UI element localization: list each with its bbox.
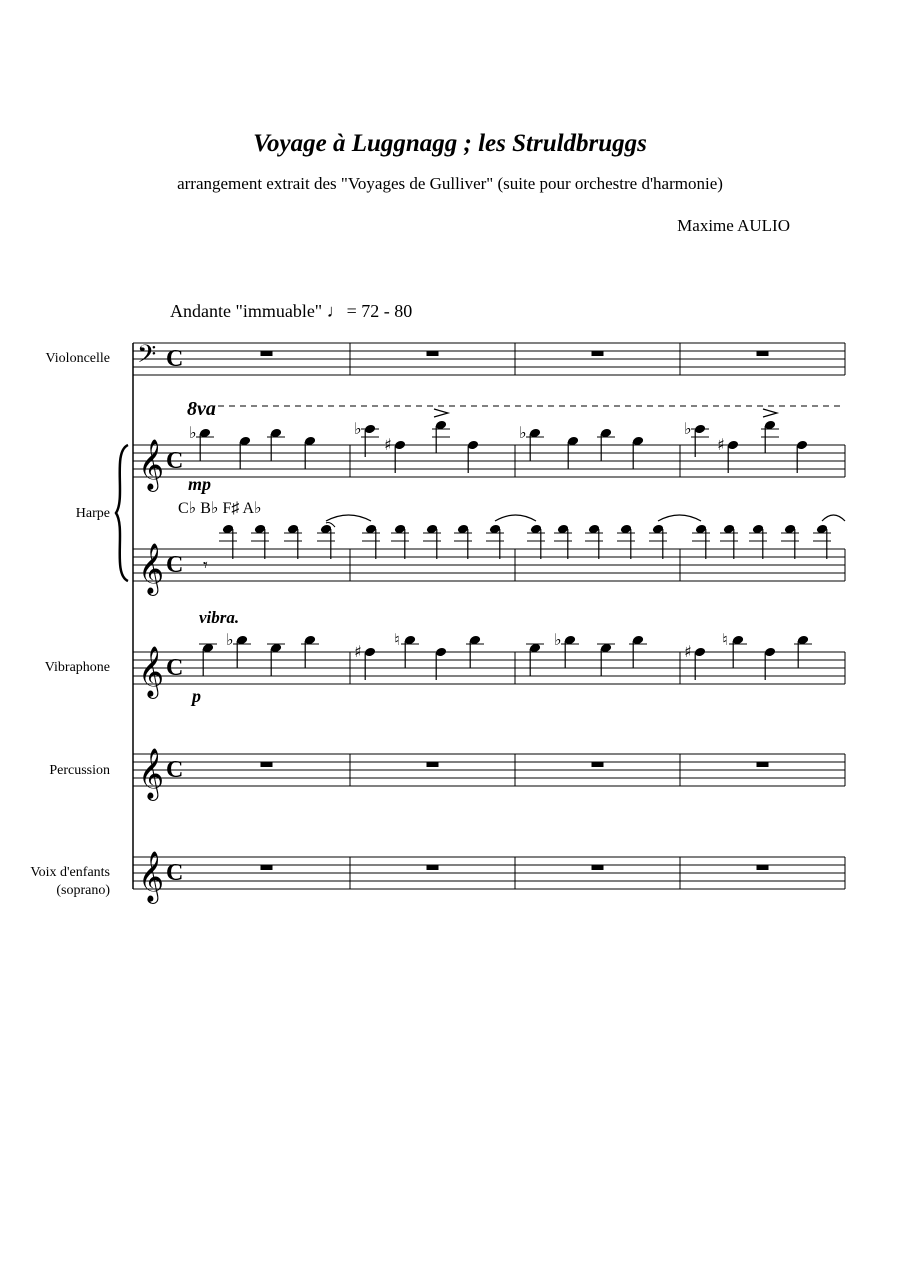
time-signature: C [166, 552, 184, 578]
tempo-value: = 72 - 80 [346, 301, 413, 321]
accidental: ♮ [722, 630, 728, 649]
time-signature: C [166, 346, 184, 372]
accidental: ♭ [226, 630, 234, 649]
composer-name: Maxime AULIO [677, 216, 790, 235]
treble-clef-icon: 𝄞 [138, 748, 165, 799]
whole-rest [592, 351, 604, 356]
label-percussion: Percussion [49, 763, 110, 778]
eighth-rest-icon: 𝄾 [203, 555, 208, 576]
whole-rest [757, 762, 769, 767]
time-signature: C [166, 448, 184, 474]
vibra-dynamic: p [192, 686, 201, 706]
label-voix-line2: (soprano) [56, 883, 110, 898]
accidental: ♭ [684, 419, 692, 438]
tie [326, 515, 371, 521]
whole-rest [427, 865, 439, 870]
piece-title: Voyage à Luggnagg ; les Struldbruggs [253, 130, 647, 157]
quarter-note-icon: ♩ [326, 301, 345, 321]
tempo-text: Andante "immuable" [170, 301, 323, 321]
accidental: ♯ [717, 435, 725, 454]
accidental: ♮ [394, 630, 400, 649]
time-signature: C [166, 860, 184, 886]
whole-rest [427, 351, 439, 356]
accidental: ♯ [684, 642, 692, 661]
accent-mark [434, 409, 448, 417]
whole-rest [757, 865, 769, 870]
harp-brace [116, 445, 128, 581]
label-harpe: Harpe [75, 506, 110, 521]
time-signature: C [166, 757, 184, 783]
label-voix-line1: Voix d'enfants [30, 865, 110, 880]
treble-clef-icon: 𝄞 [138, 851, 165, 902]
accidental: ♭ [189, 423, 197, 442]
ottava-mark: 8va [187, 398, 216, 420]
whole-rest [592, 865, 604, 870]
tie [658, 515, 701, 521]
whole-rest [592, 762, 604, 767]
whole-rest [261, 762, 273, 767]
harp-dynamic: mp [188, 474, 212, 494]
notes [189, 351, 845, 870]
treble-clef-icon: 𝄞 [138, 543, 165, 594]
accidental: ♭ [554, 630, 562, 649]
whole-rest [427, 762, 439, 767]
label-vibraphone: Vibraphone [44, 660, 110, 675]
accidental: ♯ [354, 642, 362, 661]
accidental: ♭ [519, 423, 527, 442]
piece-subtitle: arrangement extrait des "Voyages de Gulliver" (suite pour orchestre d'harmonie) [177, 174, 723, 193]
time-signature: C [166, 655, 184, 681]
pedal-marking: C♭ B♭ F♯ A♭ [178, 500, 262, 517]
accent-mark [763, 409, 777, 417]
whole-rest [757, 351, 769, 356]
vibra-mark: vibra. [199, 608, 240, 627]
whole-rest [261, 351, 273, 356]
accidental: ♯ [384, 435, 392, 454]
treble-clef-icon: 𝄞 [138, 646, 165, 697]
accidental: ♭ [354, 419, 362, 438]
tie [822, 515, 845, 521]
treble-clef-icon: 𝄞 [138, 439, 165, 490]
tie [495, 515, 536, 521]
bass-clef-icon: 𝄢 [137, 340, 157, 375]
label-violoncelle: Violoncelle [45, 351, 110, 366]
whole-rest [261, 865, 273, 870]
